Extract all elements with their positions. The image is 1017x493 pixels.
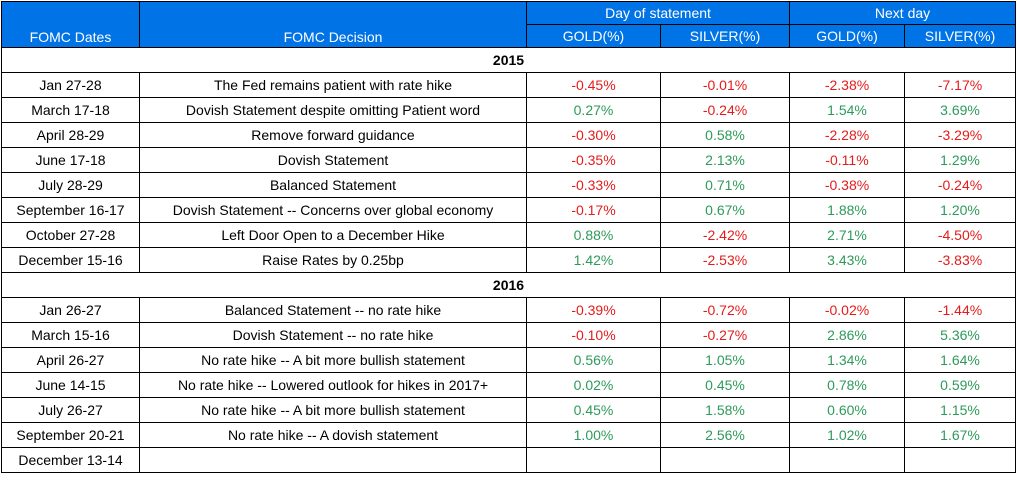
gold-day-cell: 1.42% bbox=[527, 248, 661, 273]
gold-day-cell bbox=[527, 448, 661, 473]
gold-next-cell: 0.60% bbox=[790, 398, 905, 423]
decision-cell: Raise Rates by 0.25bp bbox=[140, 248, 527, 273]
date-cell: June 14-15 bbox=[2, 373, 140, 398]
gold-next-cell: 2.71% bbox=[790, 223, 905, 248]
decision-cell bbox=[140, 448, 527, 473]
fomc-table bbox=[1, 1, 1016, 473]
decision-cell: No rate hike -- A bit more bullish statement bbox=[140, 398, 527, 423]
silver-next-cell: 1.20% bbox=[905, 198, 1016, 223]
decision-cell: The Fed remains patient with rate hike bbox=[140, 73, 527, 98]
gold-next-cell: -0.38% bbox=[790, 173, 905, 198]
gold-next-cell: 1.34% bbox=[790, 348, 905, 373]
table-row bbox=[2, 348, 1016, 373]
year-row bbox=[2, 48, 1016, 73]
silver-day-cell: 2.13% bbox=[661, 148, 790, 173]
silver-next-cell: 1.64% bbox=[905, 348, 1016, 373]
decision-cell: Balanced Statement bbox=[140, 173, 527, 198]
silver-day-cell: -0.01% bbox=[661, 73, 790, 98]
date-cell: April 28-29 bbox=[2, 123, 140, 148]
decision-cell: No rate hike -- A bit more bullish statement bbox=[140, 348, 527, 373]
date-cell: December 15-16 bbox=[2, 248, 140, 273]
decision-cell: Dovish Statement -- Concerns over global economy bbox=[140, 198, 527, 223]
gold-day-cell: -0.17% bbox=[527, 198, 661, 223]
silver-next-cell: -3.29% bbox=[905, 123, 1016, 148]
date-cell: July 28-29 bbox=[2, 173, 140, 198]
silver-next-cell: 3.69% bbox=[905, 98, 1016, 123]
header-gold-day: GOLD(%) bbox=[527, 25, 661, 48]
date-cell: March 15-16 bbox=[2, 323, 140, 348]
date-cell: April 26-27 bbox=[2, 348, 140, 373]
silver-day-cell: 2.56% bbox=[661, 423, 790, 448]
silver-day-cell: 0.58% bbox=[661, 123, 790, 148]
table-row bbox=[2, 123, 1016, 148]
gold-next-cell: 1.02% bbox=[790, 423, 905, 448]
header-gold-next: GOLD(%) bbox=[790, 25, 905, 48]
table-row bbox=[2, 398, 1016, 423]
silver-next-cell: -4.50% bbox=[905, 223, 1016, 248]
gold-next-cell: -0.02% bbox=[790, 298, 905, 323]
decision-cell: Dovish Statement despite omitting Patient word bbox=[140, 98, 527, 123]
year-row bbox=[2, 273, 1016, 298]
gold-next-cell: 3.43% bbox=[790, 248, 905, 273]
table-row bbox=[2, 323, 1016, 348]
silver-day-cell: 0.45% bbox=[661, 373, 790, 398]
gold-day-cell: 0.45% bbox=[527, 398, 661, 423]
silver-next-cell: -1.44% bbox=[905, 298, 1016, 323]
gold-day-cell: 0.27% bbox=[527, 98, 661, 123]
year-label: 2015 bbox=[2, 48, 1016, 73]
date-cell: Jan 26-27 bbox=[2, 298, 140, 323]
gold-day-cell: -0.39% bbox=[527, 298, 661, 323]
gold-day-cell: 0.56% bbox=[527, 348, 661, 373]
date-cell: October 27-28 bbox=[2, 223, 140, 248]
silver-next-cell: 5.36% bbox=[905, 323, 1016, 348]
decision-cell: Dovish Statement -- no rate hike bbox=[140, 323, 527, 348]
silver-day-cell: 1.05% bbox=[661, 348, 790, 373]
header-fomc-decision: FOMC Decision bbox=[140, 2, 527, 48]
table-row bbox=[2, 223, 1016, 248]
gold-day-cell: -0.35% bbox=[527, 148, 661, 173]
decision-cell: No rate hike -- A dovish statement bbox=[140, 423, 527, 448]
gold-next-cell: 1.88% bbox=[790, 198, 905, 223]
table-row bbox=[2, 248, 1016, 273]
table-row bbox=[2, 298, 1016, 323]
fomc-table-body bbox=[2, 2, 1016, 473]
silver-day-cell: -2.42% bbox=[661, 223, 790, 248]
gold-day-cell: 0.02% bbox=[527, 373, 661, 398]
date-cell: July 26-27 bbox=[2, 398, 140, 423]
gold-next-cell: -2.28% bbox=[790, 123, 905, 148]
silver-next-cell: 1.67% bbox=[905, 423, 1016, 448]
silver-next-cell: 1.15% bbox=[905, 398, 1016, 423]
date-cell: September 16-17 bbox=[2, 198, 140, 223]
decision-cell: Left Door Open to a December Hike bbox=[140, 223, 527, 248]
decision-cell: No rate hike -- Lowered outlook for hikes in 2017+ bbox=[140, 373, 527, 398]
gold-next-cell: 2.86% bbox=[790, 323, 905, 348]
decision-cell: Dovish Statement bbox=[140, 148, 527, 173]
table-row bbox=[2, 98, 1016, 123]
silver-next-cell: -0.24% bbox=[905, 173, 1016, 198]
gold-day-cell: -0.33% bbox=[527, 173, 661, 198]
header-fomc-dates: FOMC Dates bbox=[2, 2, 140, 48]
date-cell: September 20-21 bbox=[2, 423, 140, 448]
header-day-of-statement: Day of statement bbox=[527, 2, 790, 25]
date-cell: March 17-18 bbox=[2, 98, 140, 123]
header-silver-day: SILVER(%) bbox=[661, 25, 790, 48]
silver-next-cell: 1.29% bbox=[905, 148, 1016, 173]
gold-day-cell: -0.45% bbox=[527, 73, 661, 98]
year-label: 2016 bbox=[2, 273, 1016, 298]
silver-day-cell: -0.72% bbox=[661, 298, 790, 323]
table-row bbox=[2, 373, 1016, 398]
decision-cell: Remove forward guidance bbox=[140, 123, 527, 148]
silver-day-cell: -0.27% bbox=[661, 323, 790, 348]
silver-next-cell: -3.83% bbox=[905, 248, 1016, 273]
gold-day-cell: 1.00% bbox=[527, 423, 661, 448]
date-cell: Jan 27-28 bbox=[2, 73, 140, 98]
table-row bbox=[2, 173, 1016, 198]
header-next-day: Next day bbox=[790, 2, 1016, 25]
table-row bbox=[2, 148, 1016, 173]
gold-next-cell: -0.11% bbox=[790, 148, 905, 173]
gold-next-cell bbox=[790, 448, 905, 473]
silver-next-cell: 0.59% bbox=[905, 373, 1016, 398]
table-row bbox=[2, 423, 1016, 448]
silver-day-cell: 1.58% bbox=[661, 398, 790, 423]
gold-day-cell: -0.10% bbox=[527, 323, 661, 348]
header-row-top bbox=[2, 2, 1016, 25]
table-row bbox=[2, 73, 1016, 98]
date-cell: June 17-18 bbox=[2, 148, 140, 173]
gold-next-cell: 0.78% bbox=[790, 373, 905, 398]
gold-next-cell: -2.38% bbox=[790, 73, 905, 98]
gold-day-cell: 0.88% bbox=[527, 223, 661, 248]
table-row bbox=[2, 198, 1016, 223]
silver-day-cell: 0.67% bbox=[661, 198, 790, 223]
gold-next-cell: 1.54% bbox=[790, 98, 905, 123]
date-cell: December 13-14 bbox=[2, 448, 140, 473]
silver-day-cell: -2.53% bbox=[661, 248, 790, 273]
header-silver-next: SILVER(%) bbox=[905, 25, 1016, 48]
silver-day-cell bbox=[661, 448, 790, 473]
silver-day-cell: 0.71% bbox=[661, 173, 790, 198]
table-row bbox=[2, 448, 1016, 473]
silver-day-cell: -0.24% bbox=[661, 98, 790, 123]
gold-day-cell: -0.30% bbox=[527, 123, 661, 148]
silver-next-cell: -7.17% bbox=[905, 73, 1016, 98]
decision-cell: Balanced Statement -- no rate hike bbox=[140, 298, 527, 323]
silver-next-cell bbox=[905, 448, 1016, 473]
